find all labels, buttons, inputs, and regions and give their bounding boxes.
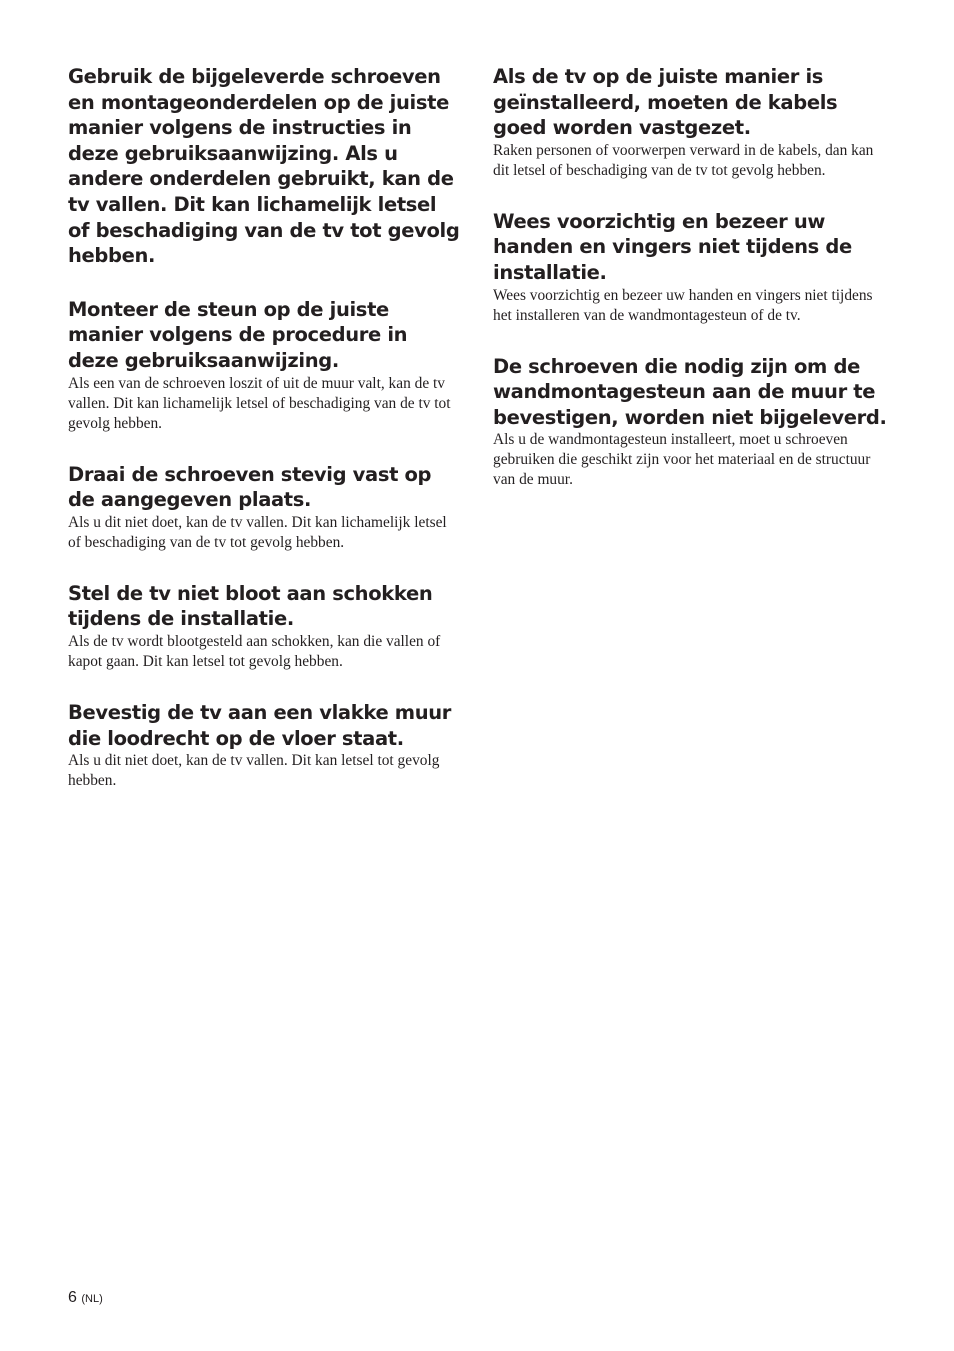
section-heading: Stel de tv niet bloot aan schokken tijdens de installatie.	[68, 581, 433, 631]
section-body: Raken personen of voorwerpen verward in de kabels, dan kan dit letsel of beschadiging van de tv tot gevolg hebben.	[493, 141, 874, 179]
section-body: Als de tv wordt blootgesteld aan schokken, kan die vallen of kapot gaan. Dit kan letsel tot gevolg hebben.	[68, 632, 441, 670]
section-body: Wees voorzichtig en bezeer uw handen en vingers niet tijdens het installeren van de wandmontagesteun of de tv.	[493, 286, 873, 324]
section-heading: Draai de schroeven stevig vast op de aangegeven plaats.	[68, 462, 432, 512]
section-body: Als u de wandmontagesteun installeert, moet u schroeven gebruiken die geschikt zijn voor het materiaal en de structuur van de muur.	[493, 431, 871, 489]
page-footer	[68, 1288, 103, 1309]
section-body: Als u dit niet doet, kan de tv vallen. Dit kan letsel tot gevolg hebben.	[68, 752, 440, 790]
section-heading: De schroeven die nodig zijn om de wandmontagesteun aan de muur te bevestigen, worden niet bijgeleverd.	[493, 354, 887, 429]
section-heading: Wees voorzichtig en bezeer uw handen en vingers niet tijdens de installatie.	[493, 209, 852, 284]
caution-section-mount-bracket	[68, 297, 463, 434]
caution-section-screws	[68, 64, 463, 269]
section-body: Als een van de schroeven loszit of uit de muur valt, kan de tv vallen. Dit kan lichamelijk letsel of beschadiging van de tv tot gevolg hebben.	[68, 374, 451, 432]
section-heading: Gebruik de bijgeleverde schroeven en montageonderdelen op de juiste manier volgens de instructies in deze gebruiksaanwijzing. Als u andere onderdelen gebruikt, kan de tv vallen. Dit kan lichamelijk letsel of beschadiging van de tv tot gevolg hebben.	[68, 65, 460, 268]
left-column	[68, 64, 463, 819]
caution-section-hands	[493, 209, 888, 326]
caution-section-shocks	[68, 581, 463, 672]
section-body: Als u dit niet doet, kan de tv vallen. Dit kan lichamelijk letsel of beschadiging van de tv tot gevolg hebben.	[68, 513, 447, 551]
section-heading: Monteer de steun op de juiste manier volgens de procedure in deze gebruiksaanwijzing.	[68, 297, 408, 372]
caution-section-flat-wall	[68, 700, 463, 791]
section-heading: Als de tv op de juiste manier is geïnstalleerd, moeten de kabels goed worden vastgezet.	[493, 65, 838, 140]
section-heading: Bevestig de tv aan een vlakke muur die loodrecht op de vloer staat.	[68, 700, 452, 750]
right-column	[493, 64, 888, 518]
caution-section-tighten-screws	[68, 462, 463, 553]
page-number: 6	[68, 1289, 77, 1306]
caution-section-cables	[493, 64, 888, 181]
caution-section-wall-screws	[493, 354, 888, 491]
language-code: (NL)	[81, 1293, 103, 1305]
